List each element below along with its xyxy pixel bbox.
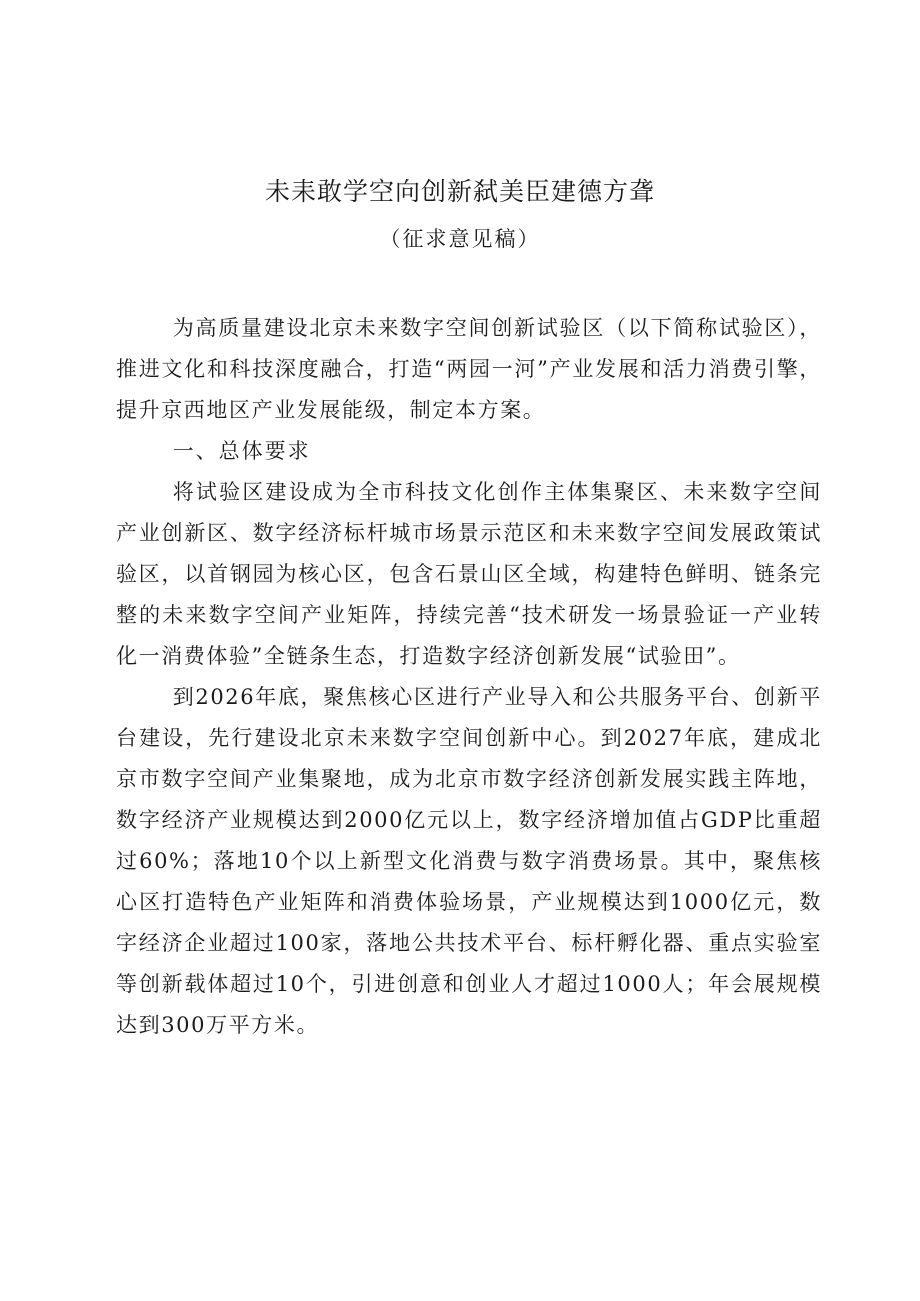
paragraph-targets: 到2026年底，聚焦核心区进行产业导入和公共服务平台、创新平台建设，先行建设北京未来数字空间创新中心。到2027年底，建成北京市数字空间产业集聚地，成为北京市数字经济创新发展实践主阵地，数字经济产业规模达到2000亿元以上，数字经济增加值占GDP比重超过60%；落地10个以上新型文化消费与数字消费场景。其中，聚焦核心区打造特色产业矩阵和消费体验场景，产业规模达到1000亿元，数字经济企业超过100家，落地公共技术平台、标杆孵化器、重点实验室等创新载体超过10个，引进创意和创业人才超过1000人；年会展规模达到300万平方米。 bbox=[116, 685, 822, 1037]
document-subtitle: （征求意见稿） bbox=[379, 227, 541, 251]
document-title: 未耒敢学空向创新弑美臣建德方聋 bbox=[264, 177, 655, 206]
section-heading-general-requirements: 一、总体要求 bbox=[172, 439, 311, 463]
document-body bbox=[116, 308, 822, 1046]
paragraph-requirement: 将试验区建设成为全市科技文化创作主体集聚区、未来数字空间产业创新区、数字经济标杆城市场景示范区和未来数字空间发展政策试验区，以首钢园为核心区，包含石景山区全域，构建特色鲜明、链条完整的未来数字空间产业矩阵，持续完善“技术研发一场景验证一产业转化一消费体验”全链条生态，打造数字经济创新发展“试验田”。 bbox=[116, 480, 822, 668]
paragraph-intro: 为高质量建设北京未来数字空间创新试验区（以下简称试验区），推进文化和科技深度融合，打造“两园一河”产业发展和活力消费引擎，提升京西地区产业发展能级，制定本方案。 bbox=[116, 316, 822, 422]
